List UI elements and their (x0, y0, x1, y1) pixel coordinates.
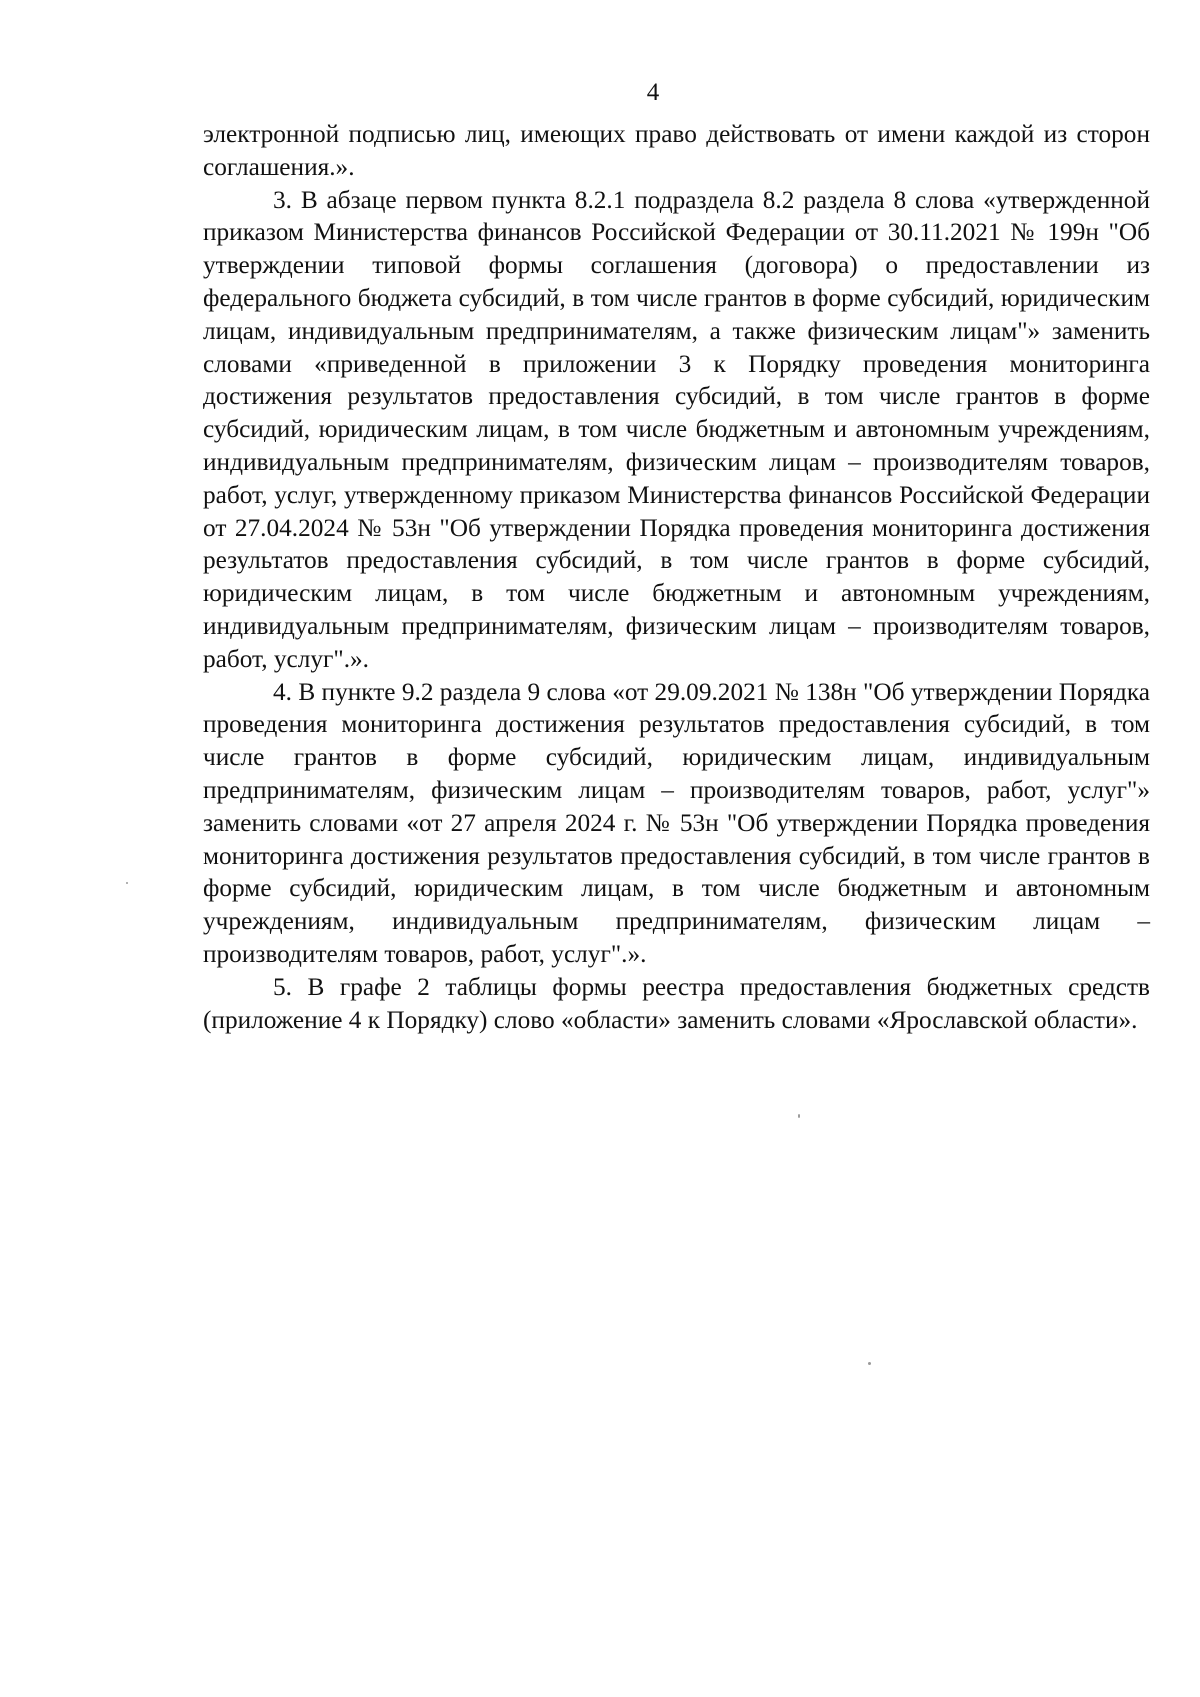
scan-speck (126, 882, 128, 884)
scan-speck (798, 1114, 800, 1118)
paragraph-item-3: 3. В абзаце первом пункта 8.2.1 подраздела 8.2 раздела 8 слова «утвержденной приказом Министерства финансов Российской Федерации от 30.11.2021 № 199н "Об утверждении типовой формы соглашения (договора) о предоставлении из федерального бюджета субсидий, в том числе грантов в форме субсидий, юридическим лицам, индивидуальным предпринимателям, а также физическим лицам"» заменить словами «приведенной в приложении 3 к Порядку проведения мониторинга достижения результатов предоставления субсидий, в том числе грантов в форме субсидий, юридическим лицам, в том числе бюджетным и автономным учреждениям, индивидуальным предпринимателям, физическим лицам – производителям товаров, работ, услуг, утвержденному приказом Министерства финансов Российской Федерации от 27.04.2024 № 53н "Об утверждении Порядка проведения мониторинга достижения результатов предоставления субсидий, в том числе грантов в форме субсидий, юридическим лицам, в том числе бюджетным и автономным учреждениям, индивидуальным предпринимателям, физическим лицам – производителям товаров, работ, услуг".». (203, 185, 1150, 673)
paragraph-item-4: 4. В пункте 9.2 раздела 9 слова «от 29.09.2021 № 138н "Об утверждении Порядка проведения мониторинга достижения результатов предоставления субсидий, в том числе грантов в форме субсидий, юридическим лицам, индивидуальным предпринимателям, физическим лицам – производителям товаров, работ, услуг"» заменить словами «от 27 апреля 2024 г. № 53н "Об утверждении Порядка проведения мониторинга достижения результатов предоставления субсидий, в том числе грантов в форме субсидий, юридическим лицам, в том числе бюджетным и автономным учреждениям, индивидуальным предпринимателям, физическим лицам – производителям товаров, работ, услуг".». (203, 677, 1150, 968)
scan-speck (868, 1362, 871, 1365)
paragraph-continuation: электронной подписью лиц, имеющих право действовать от имени каждой из сторон соглашения.». (203, 120, 1150, 181)
paragraph-item-5: 5. В графе 2 таблицы формы реестра предоставления бюджетных средств (приложение 4 к Порядку) слово «области» заменить словами «Ярославской области». (203, 972, 1150, 1034)
page-number: 4 (646, 79, 660, 106)
document-body (203, 118, 1150, 1036)
